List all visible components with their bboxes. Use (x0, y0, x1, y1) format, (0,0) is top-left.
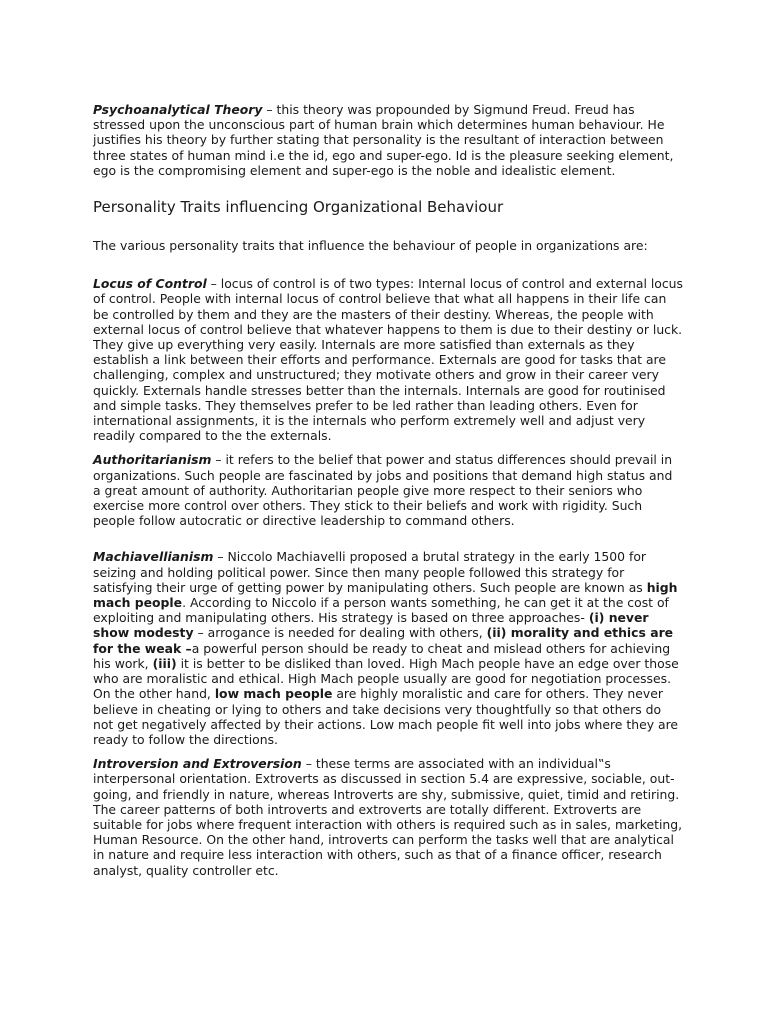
text-locus-of-control: – locus of control is of two types: Internal locus of control and external locus of control. People with internal locus of control believe that what all happens in their life can be controlled by them and they are the masters of their destiny. Whereas, the people with external locus of control believe that whatever happens to them is due to their destiny or luck. They give up everything very easily. Internals are more satisfied than externals as they establish a link between their efforts and performance. Externals are good for tasks that are challenging, complex and unstructured; they motivate others and grow in their career very quickly. Externals handle stresses better than the internals. Internals are good for routinised and simple tasks. They themselves prefer to be led rather than leading others. Even for international assignments, it is the internals who perform extremely well and adjust very readily compared to the the externals. (93, 276, 683, 444)
section-heading: Personality Traits influencing Organizational Behaviour (93, 198, 504, 217)
paragraph-introversion-extroversion (93, 756, 683, 878)
paragraph-authoritarianism (93, 452, 683, 528)
text-machiavellianism-1: – Niccolo Machiavelli proposed a brutal strategy in the early 1500 for seizing and holding political power. Since then many people followed this strategy for satisfying their urge of getting power by manipulating others. Such people are known as (93, 549, 647, 595)
term-introversion-extroversion: Introversion and Extroversion (93, 756, 302, 772)
term-authoritarianism: Authoritarianism (93, 452, 212, 468)
text-machiavellianism-3: – arrogance is needed for dealing with others, (193, 625, 487, 641)
bold-high-mach-people: high mach people (93, 579, 678, 611)
text-machiavellianism-2: . According to Niccolo if a person wants something, he can get it at the cost of exploiting and manipulating others. His strategy is based on three approaches- (93, 595, 669, 626)
text-authoritarianism: – it refers to the belief that power and status differences should prevail in organizations. Such people are fascinated by jobs and positions that demand high status and a great amount of authority. Authoritarian people give more respect to their seniors who exercise more control over others. They stick to their beliefs and work with rigidity. Such people follow autocratic or directive leadership to command others. (93, 452, 673, 529)
text-machiavellianism-4: a powerful person should be ready to cheat and mislead others for achieving his work, (93, 640, 671, 671)
bold-approach-iii: (iii) (152, 655, 177, 671)
intro-paragraph: The various personality traits that influence the behaviour of people in organizations are: (93, 238, 648, 254)
text-machiavellianism-6: are highly moralistic and care for others. They never believe in cheating or lying to others and take decisions very thoughtfully so that others do not get negatively affected by their actions. Low mach people fit well into jobs where they are ready to follow the directions. (93, 686, 679, 747)
term-psychoanalytical-theory: Psychoanalytical Theory (93, 102, 263, 117)
paragraph-psychoanalytical-theory (93, 102, 683, 178)
document-body (93, 102, 683, 878)
term-locus-of-control: Locus of Control (93, 276, 207, 292)
paragraph-machiavellianism (93, 549, 683, 747)
bold-never-show-modesty: (i) never show modesty (93, 610, 649, 641)
text-introversion-extroversion: – these terms are associated with an individual‟s interpersonal orientation. Extroverts as discussed in section 5.4 are expressive, sociable, out-going, and friendly in nature, whereas Introverts are shy, submissive, quiet, timid and retiring. The career patterns of both introverts and extroverts are totally different. Extroverts are suitable for jobs where frequent interaction with others is required such as in sales, marketing, Human Resource. On the other hand, introverts can perform the tasks well that are analytical in nature and require less interaction with others, such as that of a finance officer, research analyst, quality controller etc. (93, 756, 683, 878)
bold-morality-and-ethics: (ii) morality and ethics are for the weak – (93, 625, 674, 656)
text-psychoanalytical-theory: – this theory was propounded by Sigmund Freud. Freud has stressed upon the unconscious part of human brain which determines human behaviour. He justifies his theory by further stating that personality is the resultant of interaction between three states of human mind i.e the id, ego and super-ego. Id is the pleasure seeking element, ego is the compromising element and super-ego is the noble and idealistic element. (93, 102, 674, 178)
term-machiavellianism: Machiavellianism (93, 549, 214, 565)
text-machiavellianism-5: it is better to be disliked than loved. High Mach people have an edge over those who are moralistic and ethical. High Mach people usually are good for negotiation processes. On the other hand, (93, 655, 679, 702)
paragraph-locus-of-control (93, 276, 683, 443)
bold-low-mach-people: low mach people (214, 686, 333, 702)
